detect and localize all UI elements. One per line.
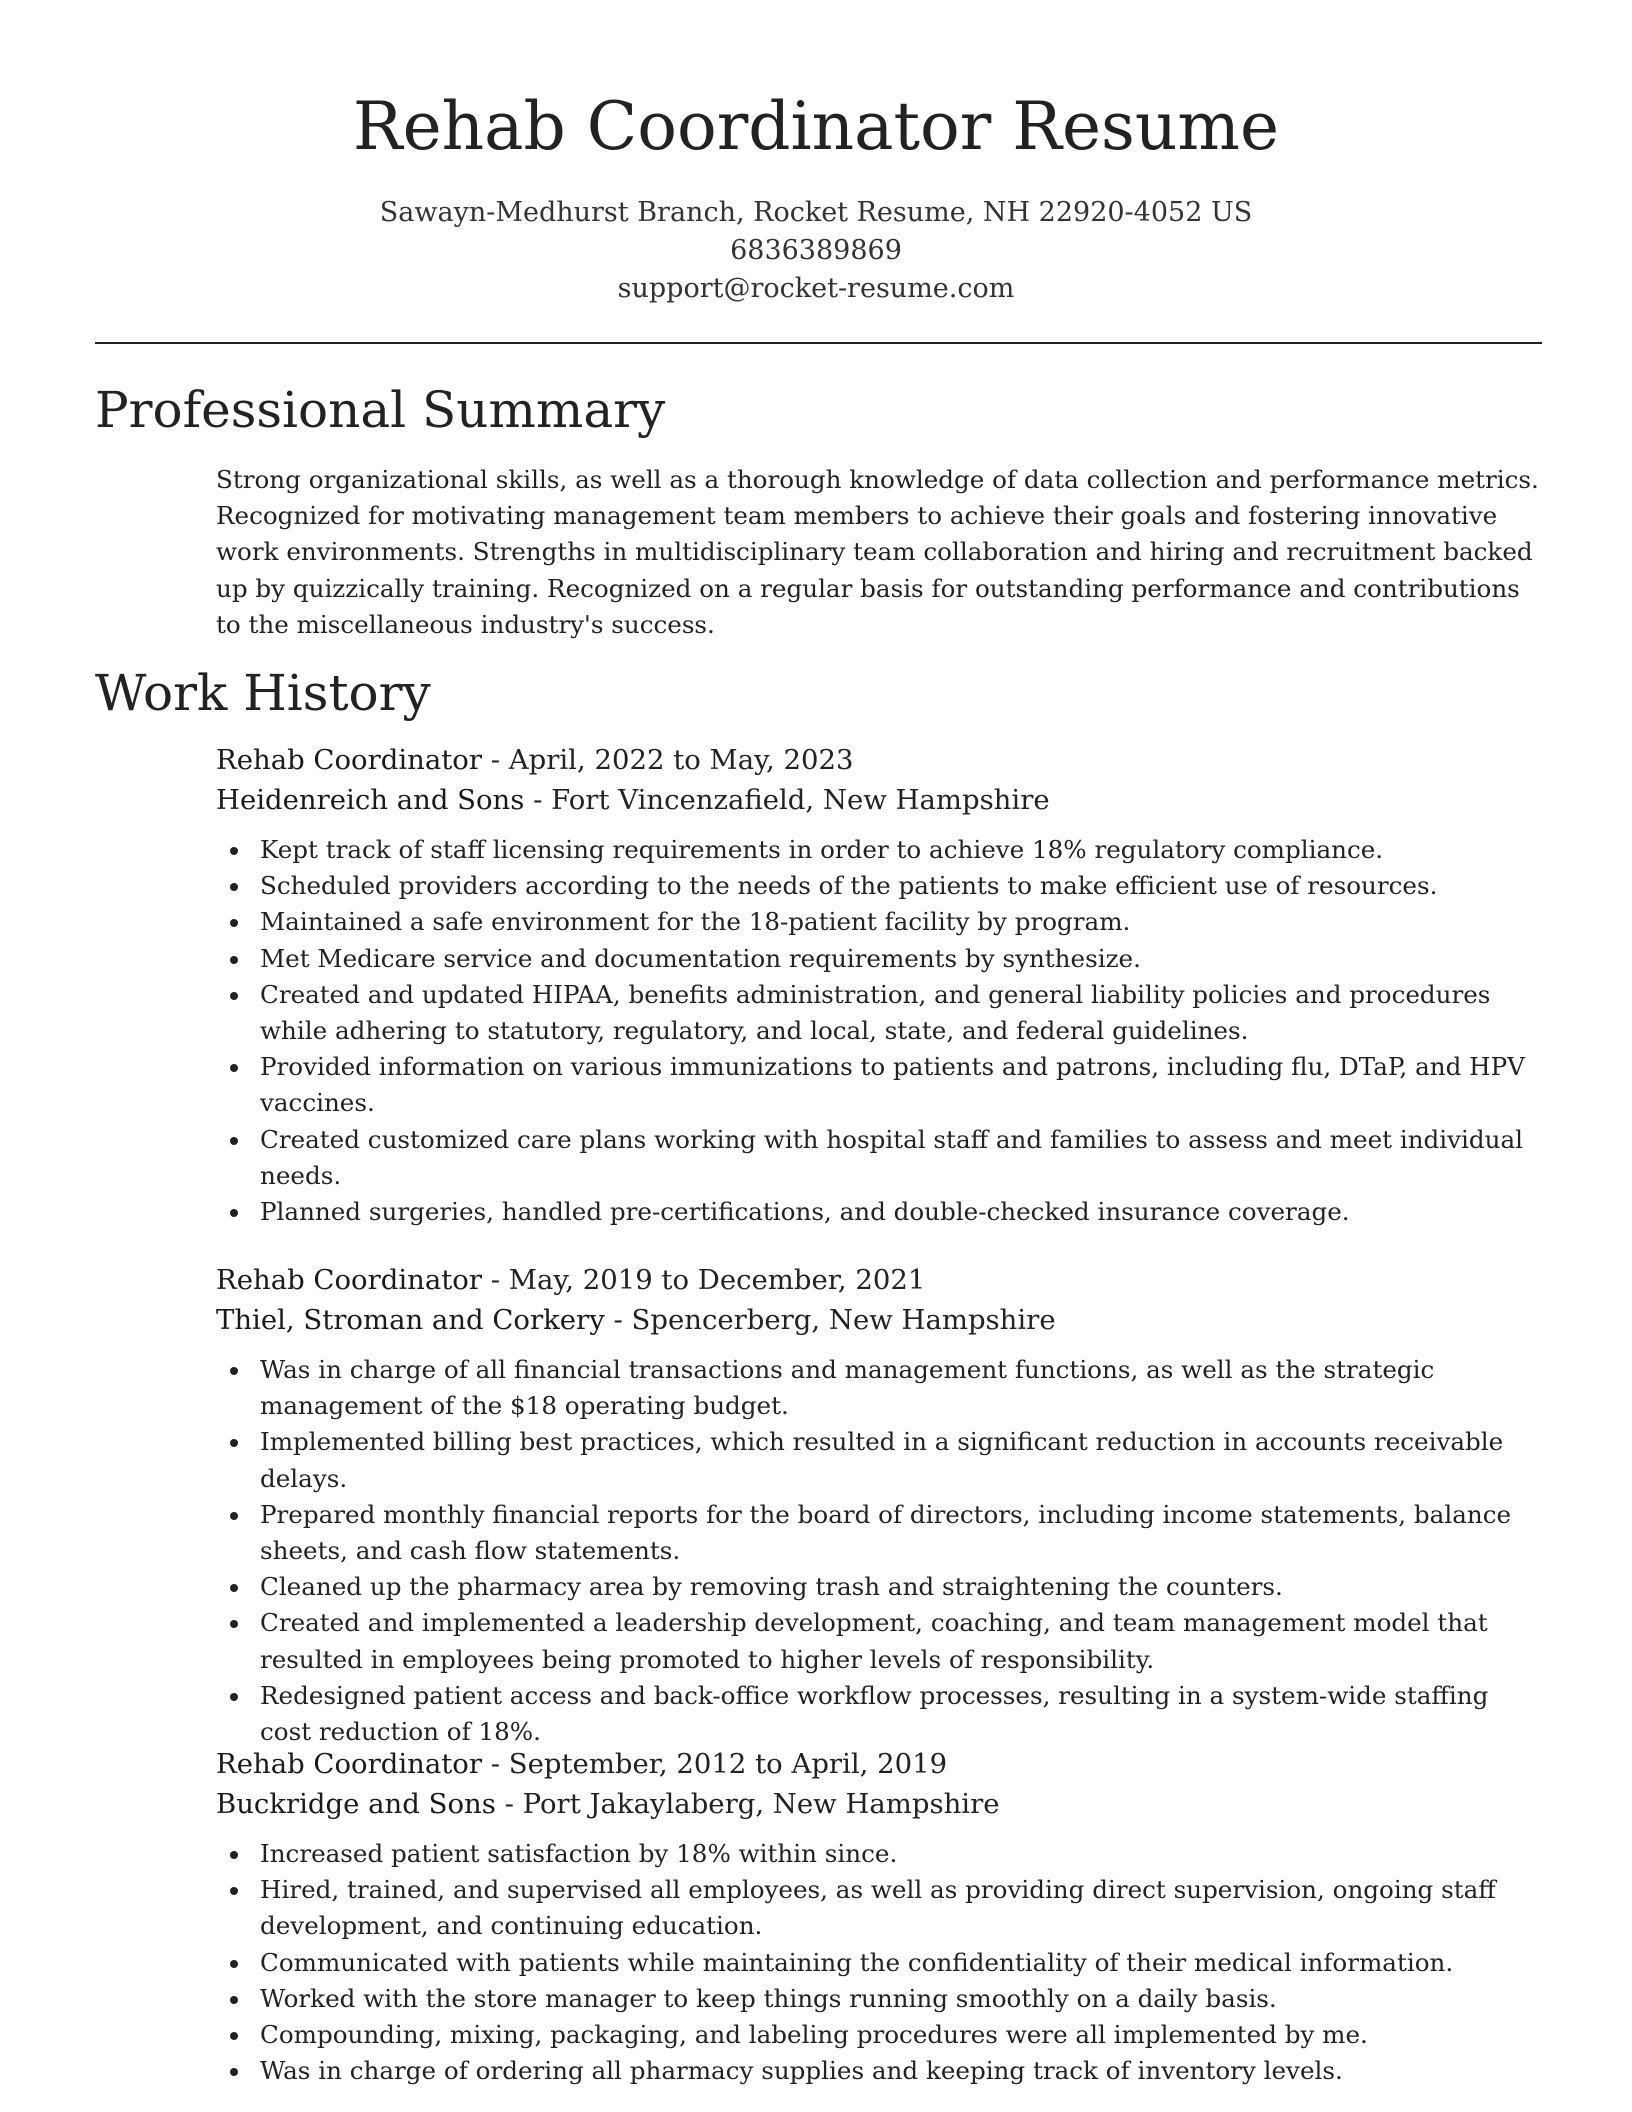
resume-title: Rehab Coordinator Resume (352, 88, 1280, 165)
list-item: Was in charge of all financial transactions and management functions, as well as the strategic management of the $18 operating budget. (260, 1352, 1546, 1424)
title-separator: - (482, 1748, 509, 1780)
list-item: Met Medicare service and documentation requirements by synthesize. (260, 941, 1546, 977)
list-item: Implemented billing best practices, which resulted in a significant reduction in accounts receivable delays. (260, 1424, 1546, 1496)
job-bullet-list (216, 1836, 1546, 2089)
list-item: Created and implemented a leadership development, coaching, and team management model that resulted in employees being promoted to higher levels of responsibility. (260, 1605, 1546, 1677)
job-dates: April, 2022 to May, 2023 (508, 744, 854, 776)
resume-header (0, 0, 1632, 308)
list-item: Compounding, mixing, packaging, and labeling procedures were all implemented by me. (260, 2017, 1546, 2053)
company-separator: - (604, 1304, 632, 1336)
list-item: Provided information on various immunizations to patients and patrons, including flu, DTaP, and HPV vaccines. (260, 1049, 1546, 1121)
job-company-line (216, 1300, 1546, 1340)
job-company: Buckridge and Sons (216, 1788, 496, 1820)
list-item: Prepared monthly financial reports for the board of directors, including income statements, balance sheets, and cash flow statements. (260, 1497, 1546, 1569)
company-separator: - (495, 1788, 523, 1820)
job-company-line (216, 780, 1546, 820)
list-item: Increased patient satisfaction by 18% within since. (260, 1836, 1546, 1872)
job-entry (216, 1744, 1546, 2089)
contact-address: Sawayn-Medhurst Branch, Rocket Resume, NH 22920-4052 US (379, 197, 1253, 228)
header-divider (95, 342, 1542, 344)
job-entry (216, 1260, 1546, 1750)
list-item: Scheduled providers according to the needs of the patients to make efficient use of resources. (260, 868, 1546, 904)
list-item: Communicated with patients while maintaining the confidentiality of their medical information. (260, 1945, 1546, 1981)
contact-phone: 6836389869 (730, 235, 902, 266)
summary-text: Strong organizational skills, as well as a thorough knowledge of data collection and performance metrics. Recognized for motivating management team members to achieve their goals and fostering innovative work environments. Strengths in multidisciplinary team collaboration and hiring and recruitment backed up by quizzically training. Recognized on a regular basis for outstanding performance and contributions to the miscellaneous industry's success. (216, 465, 1539, 639)
job-company: Thiel, Stroman and Corkery (216, 1304, 605, 1336)
list-item: Created and updated HIPAA, benefits administration, and general liability policies and procedures while adhering to statutory, regulatory, and local, state, and federal guidelines. (260, 977, 1546, 1049)
contact-block (0, 194, 1632, 308)
list-item: Planned surgeries, handled pre-certifications, and double-checked insurance coverage. (260, 1194, 1546, 1230)
job-entry (216, 740, 1546, 1230)
job-title: Rehab Coordinator (216, 1748, 482, 1780)
job-location: Fort Vincenzafield, New Hampshire (551, 784, 1050, 816)
job-title-line (216, 1260, 1546, 1300)
job-title-line (216, 1744, 1546, 1784)
company-separator: - (524, 784, 552, 816)
list-item: Maintained a safe environment for the 18-patient facility by program. (260, 904, 1546, 940)
job-dates: September, 2012 to April, 2019 (508, 1748, 948, 1780)
list-item: Kept track of staff licensing requirements in order to achieve 18% regulatory compliance. (260, 832, 1546, 868)
job-company-line (216, 1784, 1546, 1824)
list-item: Worked with the store manager to keep things running smoothly on a daily basis. (260, 1981, 1546, 2017)
list-item: Cleaned up the pharmacy area by removing trash and straightening the counters. (260, 1569, 1546, 1605)
list-item: Was in charge of ordering all pharmacy supplies and keeping track of inventory levels. (260, 2053, 1546, 2089)
contact-email: support@rocket-resume.com (617, 273, 1015, 304)
title-separator: - (482, 1264, 509, 1296)
list-item: Redesigned patient access and back-office workflow processes, resulting in a system-wide staffing cost reduction of 18%. (260, 1678, 1546, 1750)
job-company: Heidenreich and Sons (216, 784, 525, 816)
job-title-line (216, 740, 1546, 780)
work-history-heading: Work History (95, 664, 431, 722)
list-item: Created customized care plans working with hospital staff and families to assess and meet individual needs. (260, 1122, 1546, 1194)
job-bullet-list (216, 832, 1546, 1230)
list-item: Hired, trained, and supervised all employees, as well as providing direct supervision, ongoing staff development, and continuing education. (260, 1872, 1546, 1944)
summary-heading: Professional Summary (95, 381, 666, 439)
job-title: Rehab Coordinator (216, 1264, 482, 1296)
job-location: Spencerberg, New Hampshire (631, 1304, 1056, 1336)
job-title: Rehab Coordinator (216, 744, 482, 776)
job-dates: May, 2019 to December, 2021 (508, 1264, 926, 1296)
job-bullet-list (216, 1352, 1546, 1750)
job-location: Port Jakaylaberg, New Hampshire (522, 1788, 1000, 1820)
title-separator: - (482, 744, 509, 776)
